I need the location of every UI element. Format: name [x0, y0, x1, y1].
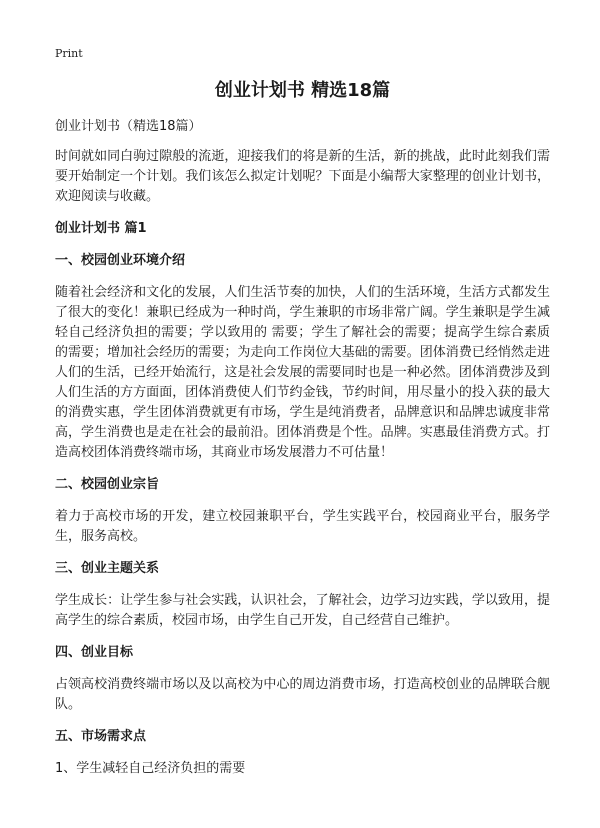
document-title: 创业计划书 精选18篇	[214, 80, 391, 101]
section-heading-theme: 三、创业主题关系	[55, 561, 160, 576]
section-heading-demand: 五、市场需求点	[55, 729, 147, 744]
intro-paragraph: 时间就如同白驹过隙般的流逝，迎接我们的将是新的生活，新的挑战，此时此刻我们需要开始制定一个计划。我们该怎么拟定计划呢？下面是小编帮大家整理的创业计划书，欢迎阅读与收藏。	[55, 149, 550, 204]
section-body-environment: 随着社会经济和文化的发展，人们生活节奏的加快，人们的生活环境，生活方式都发生了很大的变化！兼职已经成为一种时尚，学生兼职的市场非常广阔。学生兼职是学生减轻自己经济负担的需要；学以致用的 需要；学生了解社会的需要；提高学生综合素质的需要；增加社会经历的需要；为走向工作岗位大基础的需要。团体消费已经悄然走进人们的生活，已经开始流行，这是社会发展的需要同时也是一种必然。团体消费涉及到人们生活的方方面面，团体消费使人们节约金钱，节约时间，用尽量小的投入获的最大的消费实惠，学生团体消费就更有市场，学生是纯消费者，品牌意识和品牌忠诚度非常高，学生消费也是走在社会的最前沿。团体消费是个性。品牌。实惠最佳消费方式。打造高校团体消费终端市场，其商业市场发展潜力不可估量！	[55, 285, 550, 460]
print-label: Print	[55, 47, 83, 60]
document-subtitle: 创业计划书（精选18篇）	[55, 119, 202, 134]
chapter-title: 创业计划书 篇1	[55, 221, 147, 236]
section-body-goal: 占领高校消费终端市场以及以高校为中心的周边消费市场，打造高校创业的品牌联合舰队。	[55, 677, 550, 712]
section-body-purpose: 着力于高校市场的开发，建立校园兼职平台，学生实践平台，校园商业平台，服务学生，服务高校。	[55, 509, 550, 544]
section-body-theme: 学生成长：让学生参与社会实践，认识社会，了解社会，边学习边实践，学以致用，提高学生的综合素质，校园市场，由学生自己开发，自己经营自己维护。	[55, 593, 550, 628]
section-heading-environment: 一、校园创业环境介绍	[55, 253, 186, 268]
document-page	[55, 78, 550, 779]
list-item: 1、学生减轻自己经济负担的需要	[55, 761, 246, 776]
section-heading-goal: 四、创业目标	[55, 645, 134, 660]
section-heading-purpose: 二、校园创业宗旨	[55, 477, 160, 492]
